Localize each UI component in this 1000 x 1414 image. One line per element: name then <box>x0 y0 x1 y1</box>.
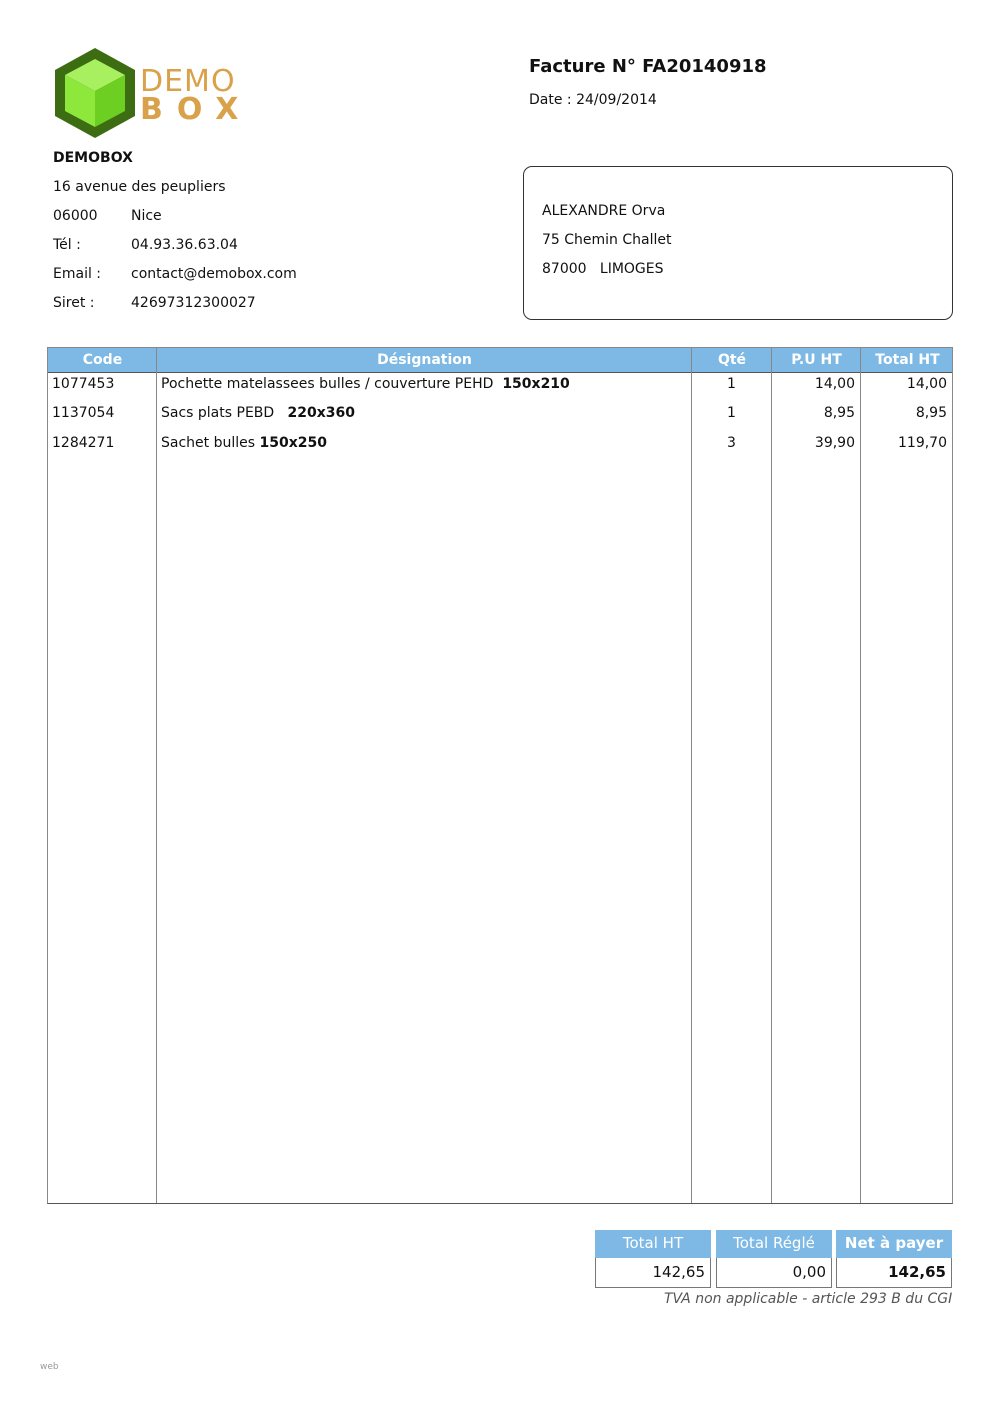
company-city-line <box>53 208 162 224</box>
company-siret-line <box>53 295 256 311</box>
tva-note: TVA non applicable - article 293 B du CGI <box>664 1291 953 1307</box>
column-divider <box>156 348 157 1203</box>
net-a-payer-label: Net à payer <box>836 1230 952 1258</box>
net-a-payer-value: 142,65 <box>836 1258 952 1288</box>
company-email-line <box>53 266 297 282</box>
company-logo <box>50 45 253 145</box>
table-row <box>48 435 952 459</box>
row-total: 14,00 <box>906 376 947 392</box>
siret-label: Siret : <box>53 295 95 311</box>
column-divider <box>771 348 772 1203</box>
row-qty: 1 <box>727 376 736 392</box>
client-name: ALEXANDRE Orva <box>542 203 666 219</box>
header-unit-price: P.U HT <box>791 352 842 368</box>
row-size: 150x250 <box>259 435 327 451</box>
invoice-date <box>529 92 657 108</box>
column-divider <box>691 348 692 1203</box>
company-tel: 04.93.36.63.04 <box>131 237 238 253</box>
row-code: 1137054 <box>52 405 115 421</box>
row-size: 220x360 <box>287 405 356 421</box>
total-regle-label: Total Réglé <box>716 1230 832 1258</box>
column-divider <box>860 348 861 1203</box>
header-total: Total HT <box>875 352 940 368</box>
client-city: LIMOGES <box>599 261 664 277</box>
company-city: Nice <box>131 208 162 224</box>
cube-logo-icon <box>50 45 140 141</box>
row-qty: 3 <box>727 435 736 451</box>
total-ht-value: 142,65 <box>595 1258 711 1288</box>
company-tel-line <box>53 237 238 253</box>
row-designation: Pochette matelassees bulles / couverture PEHD 150x210 <box>161 376 570 392</box>
company-postcode: 06000 <box>53 208 98 224</box>
row-qty: 1 <box>727 405 736 421</box>
table-row <box>48 405 952 429</box>
row-code: 1284271 <box>52 435 115 451</box>
client-postcode: 87000 <box>542 261 587 277</box>
logo-text-box: BOX <box>140 92 253 127</box>
client-street: 75 Chemin Challet <box>542 232 672 248</box>
invoice-title: Facture N° FA20140918 <box>529 56 767 77</box>
date-value: 24/09/2014 <box>576 92 657 108</box>
items-table <box>47 347 953 1204</box>
email-label: Email : <box>53 266 102 282</box>
header-designation: Désignation <box>377 352 472 368</box>
logo-text-demo: DEMO <box>140 64 236 99</box>
row-unit-price: 39,90 <box>814 435 855 451</box>
client-city-line <box>542 261 664 277</box>
total-ht-label: Total HT <box>595 1230 711 1258</box>
table-header <box>48 348 952 373</box>
tel-label: Tél : <box>53 237 81 253</box>
table-row <box>48 376 952 400</box>
row-size: 150x210 <box>502 376 570 392</box>
row-unit-price: 14,00 <box>814 376 855 392</box>
row-designation: Sacs plats PEBD 220x360 <box>161 405 356 421</box>
footer-mark: web <box>40 1362 59 1372</box>
header-code: Code <box>82 352 123 368</box>
client-address-box <box>523 166 953 320</box>
total-regle-value: 0,00 <box>716 1258 832 1288</box>
row-total: 119,70 <box>898 435 947 451</box>
company-email: contact@demobox.com <box>131 266 297 282</box>
company-name: DEMOBOX <box>53 150 133 166</box>
date-label: Date : <box>529 92 572 108</box>
header-qty: Qté <box>717 352 747 368</box>
row-unit-price: 8,95 <box>823 405 855 421</box>
row-code: 1077453 <box>52 376 115 392</box>
company-street: 16 avenue des peupliers <box>53 179 226 195</box>
company-siret: 42697312300027 <box>131 295 256 311</box>
row-designation: Sachet bulles 150x250 <box>161 435 327 451</box>
row-total: 8,95 <box>915 405 947 421</box>
